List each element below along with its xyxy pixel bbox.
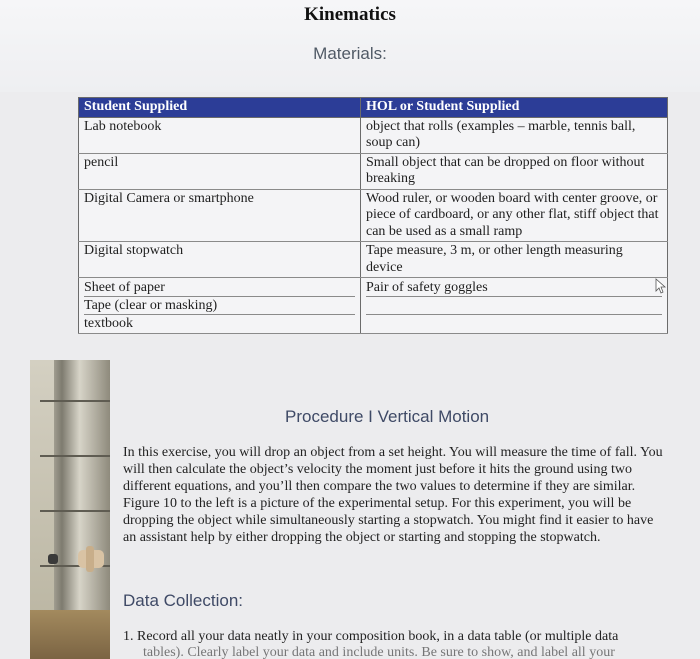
procedure-paragraph: In this exercise, you will drop an object from a set height. You will measure the time of fall. You will then calculate the object’s velocity the moment just before it hits the ground using two different equations, and you’ll then compare the two values to determine if they are similar. Figure 10 to the left is a picture of the experimental setup. For this experiment, you will be dropping the object while simultaneously starting a stopwatch. You might find it easier to have an assistant help by either dropping the object or starting and stopping the stopwatch. (123, 445, 663, 545)
page-title: Kinematics (304, 4, 396, 25)
table-cell: Wood ruler, or wooden board with center groove, or piece of cardboard, or any other flat, stiff object that can be used as a small ramp (361, 189, 668, 242)
table-cell: Tape measure, 3 m, or other length measuring device (361, 242, 668, 278)
table-cell (366, 296, 662, 314)
list-item-continuation: tables). Clearly label your data and include units. Be sure to show, and label all your (143, 645, 615, 659)
table-row (79, 189, 668, 242)
header-hol-or-student-supplied: HOL or Student Supplied (361, 98, 668, 118)
table-cell-stack (361, 278, 668, 334)
table-row (79, 153, 668, 189)
table-cell: Digital stopwatch (79, 242, 361, 278)
table-cell: Small object that can be dropped on floor without breaking (361, 153, 668, 189)
mouse-cursor-icon (655, 278, 667, 294)
photo-floor (30, 610, 110, 659)
list-item: 1. Record all your data neatly in your composition book, in a data table (or multiple data (123, 629, 619, 644)
table-row (79, 278, 668, 334)
experiment-setup-photo (30, 360, 110, 659)
table-cell: Tape (clear or masking) (84, 296, 355, 314)
table-row (79, 117, 668, 153)
materials-heading: Materials: (313, 44, 387, 63)
table-cell: Lab notebook (79, 117, 361, 153)
table-row (79, 242, 668, 278)
table-cell: textbook (84, 314, 355, 332)
hand-holding-object-icon (48, 546, 108, 574)
data-collection-heading: Data Collection: (123, 591, 244, 610)
table-cell: object that rolls (examples – marble, tennis ball, soup can) (361, 117, 668, 153)
table-cell-stack (79, 278, 361, 334)
table-cell: Pair of safety goggles (366, 280, 488, 295)
header-student-supplied: Student Supplied (79, 98, 361, 118)
materials-table (78, 97, 668, 334)
procedure-heading: Procedure I Vertical Motion (285, 407, 490, 426)
table-cell (366, 314, 662, 332)
table-cell: pencil (79, 153, 361, 189)
table-cell: Sheet of paper (84, 280, 165, 295)
table-header-row (79, 98, 668, 118)
table-cell: Digital Camera or smartphone (79, 189, 361, 242)
